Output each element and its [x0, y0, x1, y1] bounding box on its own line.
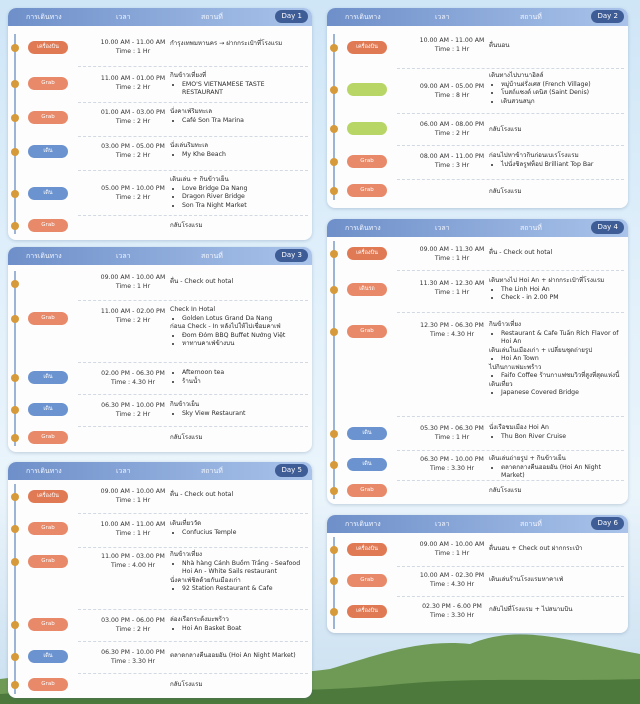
- itinerary-row: [8, 301, 312, 363]
- header-time: เวลา: [435, 13, 450, 21]
- transport-badge: Grab: [28, 555, 68, 568]
- itinerary-row: [8, 363, 312, 395]
- duration: Time : 1 Hr: [434, 434, 470, 441]
- activity-title: นั่งเรือชมเมือง Hoi An: [489, 424, 549, 431]
- transport-badge: Grab: [28, 312, 68, 325]
- place-item: • Đom Đóm BBQ Buffet Nướng Việt: [182, 332, 304, 341]
- activity: [170, 72, 304, 98]
- activity: [170, 278, 304, 287]
- place-item: • Son Tra Night Market: [182, 202, 304, 211]
- place-item: • EMO'S VIETNAMESE TASTE RESTAURANT: [182, 81, 304, 98]
- activity-title: ตลาดกลางคืนฮอยอัน (Hoi An Night Market): [170, 652, 296, 659]
- place-item: • Thu Bon River Cruise: [501, 433, 620, 442]
- activity-subtitle: นั่งคาเฟ่ชิลด้วยกันเมืองเก่า: [170, 576, 241, 584]
- header-place: สถานที่: [201, 467, 223, 475]
- activity-title: เดินทางไป Hoi An + ฝากกระเป๋าที่โรงแรม: [489, 277, 605, 284]
- duration: Time : 1 Hr: [115, 530, 151, 537]
- activity-title: ตื่น - Check out hotal: [170, 491, 234, 498]
- time-range: 10.00 AM - 11.00 AM: [419, 37, 485, 44]
- transport-badge: [347, 83, 387, 96]
- time-range: 05.00 PM - 10.00 PM: [101, 185, 165, 192]
- place-item: • Restaurant & Cafe Tuấn Rích Flavor of Hoi An: [501, 330, 620, 347]
- duration: Time : 2 Hr: [115, 626, 151, 633]
- time-range: 09.00 AM - 05.00 PM: [419, 83, 485, 90]
- place-item: • Japanese Covered Bridge: [501, 389, 620, 398]
- place-item: • Sky View Restaurant: [182, 410, 304, 419]
- transport-badge: Grab: [347, 184, 387, 197]
- activity: [170, 222, 304, 231]
- place-item: • Golden Lotus Grand Da Nang: [182, 315, 304, 324]
- activity: [489, 42, 620, 51]
- header-time: เวลา: [116, 467, 131, 475]
- place-item: • Nhà hàng Cánh Buồm Trắng - Seafood Hoi An - White Sails restaurant: [182, 560, 304, 577]
- duration: Time : 1 Hr: [115, 48, 151, 55]
- timeline-dot: [11, 525, 19, 533]
- timeline-dot: [11, 280, 19, 288]
- place-item: • Hoi An Basket Boat: [182, 625, 304, 634]
- activity: [170, 652, 304, 661]
- time-range: 11.00 PM - 03.00 PM: [101, 553, 165, 560]
- day1-panel: [8, 8, 312, 240]
- place-item: • Love Bridge Da Nang: [182, 185, 304, 194]
- duration: Time : 4.30 Hr: [429, 581, 475, 588]
- transport-badge: Grab: [347, 155, 387, 168]
- duration: Time : 1 Hr: [115, 497, 151, 504]
- time-range: 06.30 PM - 10.00 PM: [101, 649, 165, 656]
- day-tag: Day 1: [275, 10, 308, 23]
- timeline-dot: [330, 286, 338, 294]
- transport-badge: เครื่องบิน: [347, 247, 387, 260]
- timeline-dot: [11, 681, 19, 689]
- place-item: • หาทานคาเฟ่ข้างบน: [182, 340, 304, 349]
- duration: Time : 3.30 Hr: [429, 465, 475, 472]
- itinerary-row: [8, 484, 312, 514]
- timeline-dot: [11, 148, 19, 156]
- time-range: 11.30 AM - 12.30 AM: [419, 280, 485, 287]
- duration: Time : 2 Hr: [115, 152, 151, 159]
- transport-badge: เครื่องบิน: [28, 41, 68, 54]
- time-range: 11.00 AM - 02.00 PM: [100, 308, 166, 315]
- transport-badge: Grab: [28, 77, 68, 90]
- activity-title: เดินเที่ยววัด: [170, 520, 202, 527]
- activity: [170, 551, 304, 594]
- duration: Time : 3.30 Hr: [110, 658, 156, 665]
- duration: Time : 4.30 Hr: [110, 379, 156, 386]
- itinerary-row: [327, 114, 628, 146]
- place-item: • 92 Station Restaurant & Cafe: [182, 585, 304, 594]
- itinerary-row: [327, 313, 628, 417]
- time-range: 09.00 AM - 10.00 AM: [100, 274, 166, 281]
- header-transport: การเดินทาง: [345, 224, 381, 232]
- time-range: 08.00 AM - 11.00 PM: [419, 153, 485, 160]
- itinerary-row: [327, 271, 628, 313]
- place-item: • Afternoon tea: [182, 369, 304, 378]
- activity: [489, 321, 620, 398]
- transport-badge: Grab: [347, 484, 387, 497]
- transport-badge: เดิน: [28, 145, 68, 158]
- itinerary-row: [8, 514, 312, 548]
- time-range: 06.00 AM - 08.00 PM: [419, 121, 485, 128]
- timeline-dot: [11, 653, 19, 661]
- duration: Time : 4.00 Hr: [110, 562, 156, 569]
- transport-badge: เดิน: [347, 458, 387, 471]
- header-place: สถานที่: [201, 13, 223, 21]
- activity: [170, 401, 304, 418]
- activity-title: กินข้าวเที่ยง: [170, 551, 202, 558]
- day2-panel: [327, 8, 628, 208]
- time-range: 01.00 AM - 03.00 PM: [100, 109, 166, 116]
- activity-title: เดินทางไปบานาฮิลล์: [489, 72, 544, 79]
- transport-badge: Grab: [28, 678, 68, 691]
- activity: [489, 606, 620, 615]
- row-divider: [397, 416, 624, 417]
- day-tag: Day 3: [275, 249, 308, 262]
- itinerary-row: [8, 172, 312, 216]
- transport-badge: เครื่องบิน: [347, 41, 387, 54]
- time-range: 12.30 PM - 06.30 PM: [420, 322, 484, 329]
- place-item: • My Khe Beach: [182, 151, 304, 160]
- header-transport: การเดินทาง: [26, 467, 62, 475]
- activity-title: กินข้าวเที่ยง: [489, 321, 521, 328]
- activity-subtitle: ก่อนอ Check - In หลังไปให้ไปเชื่อมคาเฟ่: [170, 323, 281, 330]
- transport-badge: Grab: [28, 522, 68, 535]
- duration: Time : 1 Hr: [434, 46, 470, 53]
- transport-badge: เครื่องบิน: [347, 543, 387, 556]
- activity: [170, 142, 304, 159]
- itinerary-row: [8, 271, 312, 301]
- activity: [170, 681, 304, 690]
- time-range: 09.00 AM - 11.30 AM: [419, 246, 485, 253]
- itinerary-row: [327, 537, 628, 567]
- itinerary-row: [8, 674, 312, 696]
- transport-badge: Grab: [28, 618, 68, 631]
- row-divider: [78, 136, 308, 137]
- activity: [170, 306, 304, 349]
- day4-panel: [327, 219, 628, 504]
- itinerary-row: [8, 610, 312, 642]
- timeline-dot: [11, 190, 19, 198]
- itinerary-row: [8, 216, 312, 236]
- duration: Time : 1 Hr: [434, 289, 470, 296]
- timeline-dot: [330, 250, 338, 258]
- timeline-dot: [330, 158, 338, 166]
- activity: [489, 545, 620, 554]
- timeline-dot: [330, 430, 338, 438]
- timeline-dot: [11, 621, 19, 629]
- time-range: 10.00 AM - 11.00 AM: [100, 39, 166, 46]
- itinerary-row: [327, 146, 628, 180]
- activity-title: กลับไปที่โรงแรม + ไปสนามบิน: [489, 606, 573, 613]
- place-item: • Check - in 2.00 PM: [501, 294, 620, 303]
- header-time: เวลา: [116, 13, 131, 21]
- itinerary-row: [327, 241, 628, 271]
- header-transport: การเดินทาง: [345, 520, 381, 528]
- timeline-dot: [330, 328, 338, 336]
- transport-badge: เครื่องบิน: [28, 490, 68, 503]
- transport-badge: เดิน: [28, 650, 68, 663]
- place-item: • หมู่บ้านฝรั่งเศส (French Village): [501, 81, 620, 90]
- place-item: • Café Son Tra Marina: [182, 117, 304, 126]
- place-item: • โบสถ์แซงต์ เดนิส (Saint Denis): [501, 89, 620, 98]
- activity: [170, 520, 304, 537]
- transport-badge: เดิน: [28, 187, 68, 200]
- itinerary-row: [8, 548, 312, 610]
- place-item: • Faifo Coffee ร้านกาแฟชมวิวที่สูงที่สุดแห่งนี้: [501, 372, 620, 381]
- itinerary-row: [8, 34, 312, 68]
- activity: [489, 126, 620, 135]
- timeline-dot: [11, 315, 19, 323]
- header-transport: การเดินทาง: [26, 252, 62, 260]
- row-divider: [78, 102, 308, 103]
- day6-panel: [327, 515, 628, 633]
- day5-panel: [8, 462, 312, 698]
- duration: Time : 2 Hr: [115, 194, 151, 201]
- itinerary-row: [8, 395, 312, 427]
- place-item: • ไปนั่งชิลรูฟท็อป Brilliant Top Bar: [501, 161, 620, 170]
- time-range: 02.30 PM - 6.00 PM: [422, 603, 482, 610]
- activity: [489, 249, 620, 258]
- timeline-dot: [330, 608, 338, 616]
- itinerary-row: [327, 419, 628, 451]
- duration: Time : 2 Hr: [115, 317, 151, 324]
- activity: [489, 576, 620, 585]
- time-range: 11.00 AM - 01.00 PM: [100, 75, 166, 82]
- transport-badge: เดิน: [28, 371, 68, 384]
- transport-badge: Grab: [347, 325, 387, 338]
- panel-header: [327, 219, 628, 237]
- activity-subtitle: เดินเล่นในเมืองเก่า + เปลี่ยนชุดถ่ายรูป: [489, 346, 593, 354]
- activity-subtitle: เดินเที่ยว: [489, 380, 513, 388]
- timeline-dot: [330, 487, 338, 495]
- timeline-dot: [330, 187, 338, 195]
- activity: [489, 72, 620, 106]
- timeline-dot: [330, 44, 338, 52]
- day-tag: Day 4: [591, 221, 624, 234]
- day3-panel: [8, 247, 312, 452]
- panel-header: [8, 462, 312, 480]
- timeline-dot: [330, 125, 338, 133]
- activity-title: ก่อนไปหาข้าวกินก่อนเบเรโรงแรม: [489, 152, 579, 159]
- time-range: 05.30 PM - 06.30 PM: [420, 425, 484, 432]
- time-range: 03.00 PM - 05.00 PM: [101, 143, 165, 150]
- duration: Time : 1 Hr: [115, 283, 151, 290]
- activity-title: กินข้าวเที่ยงที่: [170, 72, 207, 79]
- activity-title: กินข้าวเย็น: [170, 401, 200, 408]
- duration: Time : 4.30 Hr: [429, 331, 475, 338]
- timeline-dot: [330, 461, 338, 469]
- activity: [170, 108, 304, 125]
- transport-badge: Grab: [347, 574, 387, 587]
- time-range: 03.00 PM - 06.00 PM: [101, 617, 165, 624]
- itinerary-row: [327, 567, 628, 597]
- itinerary-row: [8, 138, 312, 172]
- timeline-dot: [330, 546, 338, 554]
- itinerary-row: [327, 451, 628, 481]
- row-divider: [397, 68, 624, 69]
- activity: [170, 176, 304, 210]
- place-item: • Dragon River Bridge: [182, 193, 304, 202]
- activity: [489, 277, 620, 303]
- activity: [489, 152, 620, 169]
- header-time: เวลา: [116, 252, 131, 260]
- timeline-dot: [11, 406, 19, 414]
- activity-title: ตื่น - Check out hotal: [170, 278, 234, 285]
- activity-title: กำรุงเทพมหานคร → ฝากกระเป๋าที่โรงแรม: [170, 40, 283, 47]
- itinerary-row: [327, 597, 628, 629]
- itinerary-row: [8, 104, 312, 138]
- activity-title: นั่งคาเฟ่ริมทะเล: [170, 108, 213, 115]
- activity-title: ตื่น - Check out hotal: [489, 249, 553, 256]
- time-range: 06.30 PM - 10.00 PM: [420, 456, 484, 463]
- activity-title: เดินเล่น + กินข้าวเย็น: [170, 176, 229, 183]
- timeline-dot: [330, 86, 338, 94]
- activity: [489, 487, 620, 496]
- activity-title: เดินเล่นถ่ายรูป + กินข้าวเย็น: [489, 455, 566, 462]
- row-divider: [78, 170, 308, 171]
- activity: [170, 40, 304, 49]
- timeline-dot: [11, 434, 19, 442]
- timeline-dot: [11, 493, 19, 501]
- activity-title: กลับโรงแรม: [170, 222, 203, 229]
- place-item: • ตลาดกลางคืนฮอยอัน (Hoi An Night Market): [501, 464, 620, 481]
- panel-header: [327, 8, 628, 26]
- time-range: 10.00 AM - 11.00 AM: [100, 521, 166, 528]
- place-item: • ร้านน้ำ: [182, 378, 304, 387]
- panel-header: [327, 515, 628, 533]
- header-time: เวลา: [435, 520, 450, 528]
- activity: [170, 616, 304, 633]
- header-place: สถานที่: [201, 252, 223, 260]
- itinerary-row: [8, 427, 312, 449]
- activity: [489, 455, 620, 481]
- transport-badge: เดิน: [347, 427, 387, 440]
- activity-title: กลับโรงแรม: [489, 188, 522, 195]
- place-item: • เดินสวนสนุก: [501, 98, 620, 107]
- time-range: 02.00 PM - 06.30 PM: [101, 370, 165, 377]
- duration: Time : 1 Hr: [434, 550, 470, 557]
- header-time: เวลา: [435, 224, 450, 232]
- place-item: • Hoi An Town: [501, 355, 620, 364]
- duration: Time : 2 Hr: [434, 130, 470, 137]
- activity: [170, 491, 304, 500]
- activity-subtitle: ไปกินกาแฟมะพร้าว: [489, 363, 542, 371]
- place-item: • The Linh Hoi An: [501, 286, 620, 295]
- itinerary-row: [8, 642, 312, 674]
- day-tag: Day 5: [275, 464, 308, 477]
- activity-title: Check In Hotal: [170, 306, 216, 313]
- timeline-dot: [11, 222, 19, 230]
- timeline-dot: [11, 374, 19, 382]
- activity: [489, 424, 620, 441]
- header-place: สถานที่: [520, 13, 542, 21]
- duration: Time : 3 Hr: [434, 162, 470, 169]
- time-range: 09.00 AM - 10.00 AM: [100, 488, 166, 495]
- time-range: 09.00 AM - 10.00 AM: [419, 541, 485, 548]
- transport-badge: เดิน: [28, 403, 68, 416]
- activity-title: กลับโรงแรม: [489, 126, 522, 133]
- duration: Time : 2 Hr: [115, 118, 151, 125]
- activity-title: กลับโรงแรม: [170, 434, 203, 441]
- duration: Time : 2 Hr: [115, 411, 151, 418]
- transport-badge: [347, 122, 387, 135]
- header-place: สถานที่: [520, 224, 542, 232]
- itinerary-row: [8, 68, 312, 104]
- panel-header: [8, 247, 312, 265]
- time-range: 06.30 PM - 10.00 PM: [101, 402, 165, 409]
- timeline-dot: [11, 44, 19, 52]
- timeline-dot: [11, 80, 19, 88]
- activity-title: กลับโรงแรม: [170, 681, 203, 688]
- header-transport: การเดินทาง: [26, 13, 62, 21]
- activity-title: กลับโรงแรม: [489, 487, 522, 494]
- transport-badge: Grab: [28, 431, 68, 444]
- header-place: สถานที่: [520, 520, 542, 528]
- header-transport: การเดินทาง: [345, 13, 381, 21]
- day-tag: Day 6: [591, 517, 624, 530]
- timeline-dot: [330, 577, 338, 585]
- activity-title: ตื่นนอน: [489, 42, 510, 49]
- duration: Time : 8 Hr: [434, 92, 470, 99]
- activity-title: นั่งเล่นริมทะเล: [170, 142, 209, 149]
- activity: [170, 369, 304, 386]
- itinerary-row: [327, 70, 628, 114]
- timeline-dot: [11, 114, 19, 122]
- panel-header: [8, 8, 312, 26]
- activity: [489, 188, 620, 197]
- row-divider: [78, 66, 308, 67]
- transport-badge: Grab: [28, 219, 68, 232]
- time-range: 10.00 AM - 02.30 PM: [419, 572, 485, 579]
- transport-badge: เครื่องบิน: [347, 605, 387, 618]
- duration: Time : 1 Hr: [434, 255, 470, 262]
- duration: Time : 2 Hr: [115, 84, 151, 91]
- duration: Time : 3.30 Hr: [429, 612, 475, 619]
- activity: [170, 434, 304, 443]
- itinerary-row: [327, 481, 628, 501]
- timeline-dot: [11, 558, 19, 566]
- transport-badge: เดินรถ: [347, 283, 387, 296]
- place-item: • Confucius Temple: [182, 529, 304, 538]
- activity-title: เดินเล่นร้านโรงแรมหาคาเฟ่: [489, 576, 564, 583]
- transport-badge: Grab: [28, 111, 68, 124]
- day-tag: Day 2: [591, 10, 624, 23]
- itinerary-row: [327, 34, 628, 70]
- itinerary-row: [327, 180, 628, 204]
- activity-title: ล่องเรือกระด้งมะพร้าว: [170, 616, 229, 623]
- activity-title: ตื่นนอน + Check out ฝากกระเป๋า: [489, 545, 583, 552]
